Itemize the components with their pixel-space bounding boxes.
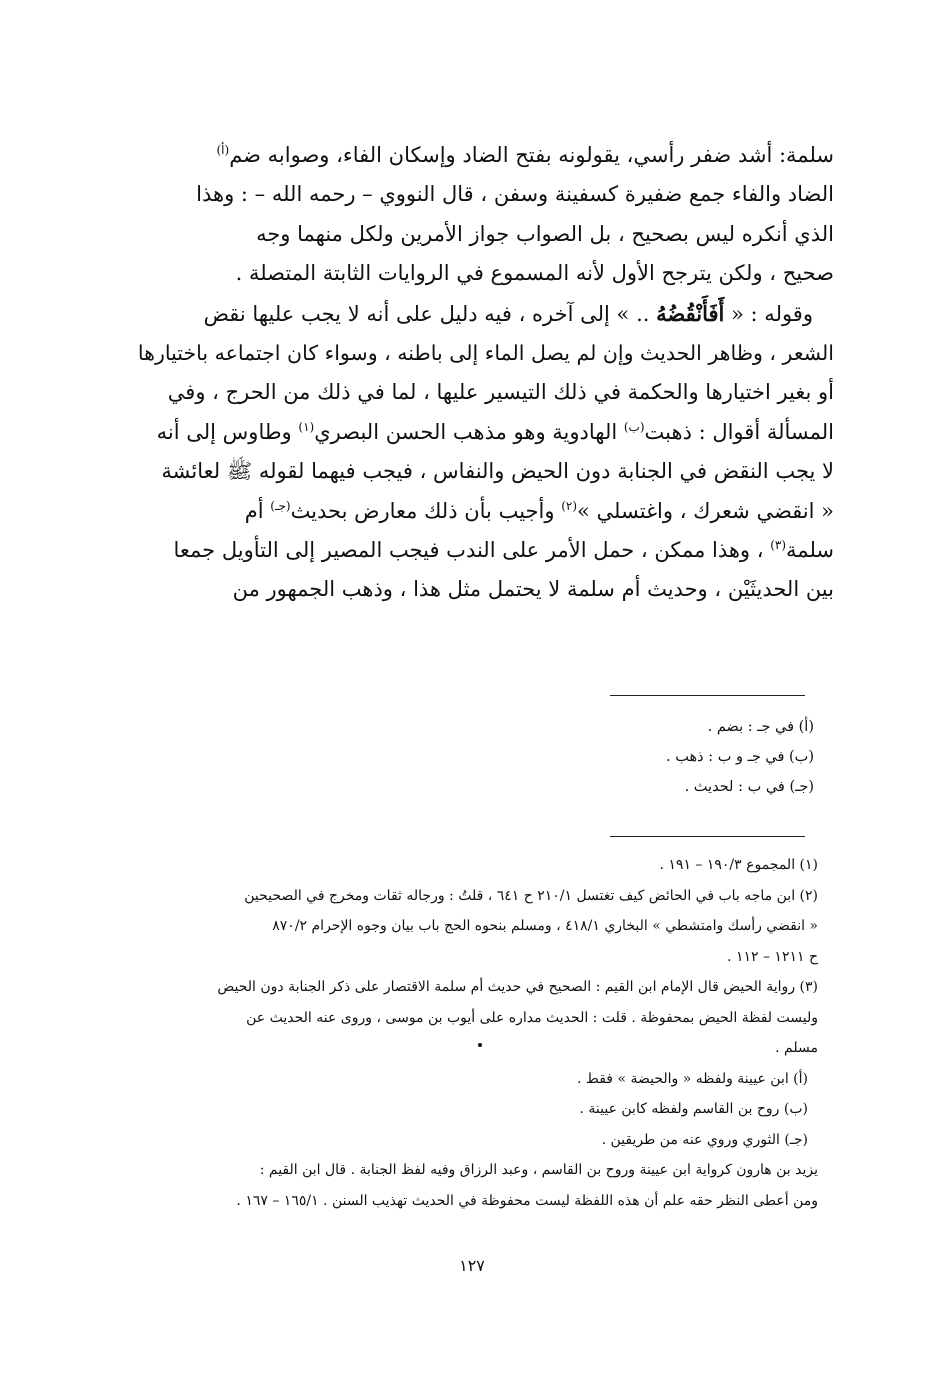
text-line: أو بغير اختيارها والحكمة في ذلك التيسير عليها ، لما في ذلك من الحرج ، وفي xyxy=(167,380,834,405)
footnote-marker: (أ) xyxy=(216,143,230,157)
text-line: الشعر ، وظاهر الحديث وإن لم يصل الماء إلى باطنه ، وسواء كان اجتماعه باختيارها xyxy=(137,341,834,366)
footnote: « انقضي رأسك وامتشطي » البخاري ٤١٨/١ ، ومسلم بنحوه الحج باب بيان وجوه الإحرام ٨٧٠/٢ xyxy=(272,918,818,934)
footnote: ومن أعطى النظر حقه علم أن هذه اللفظة ليست محفوظة في الحديث تهذيب السنن . ١٦٥/١ – ١٦٧ . xyxy=(236,1192,818,1209)
footnote-marker: (٣) xyxy=(770,538,787,553)
footnote-marker: (جـ) xyxy=(270,498,291,513)
variant-note: (ب) في جـ و ب : ذهب . xyxy=(666,749,814,765)
ink-dot xyxy=(478,1043,482,1047)
footnote: يزيد بن هارون كرواية ابن عيينة وروح بن القاسم ، وعبد الرزاق وفيه لفظ الجنابة . قال ابن القيم : xyxy=(259,1162,818,1178)
variant-notes xyxy=(414,712,814,802)
footnote: (١) المجموع ١٩٠/٣ – ١٩١ . xyxy=(659,857,818,873)
footnote-sub: (أ) ابن عيينة ولفظه « والحيضة » فقط . xyxy=(577,1070,808,1087)
text-line: سلمة: أشد ضفر رأسي، يقولونه بفتح الضاد وإسكان الفاء، وصوابه ضم$^{(أ)}$ xyxy=(216,143,834,167)
footnote: (٣) رواية الحيض قال الإمام ابن القيم : الصحيح في حديث أم سلمة الاقتصار على ذكر الجنابة دون الحيض xyxy=(217,979,818,995)
footnote: وليست لفظة الحيض بمحفوظة . قلت : الحديث مداره على أيوب بن موسى ، وروى عنه الحديث عن xyxy=(246,1009,818,1026)
main-text xyxy=(128,136,834,610)
footnote-sub: (جـ) الثوري وروي عنه من طريقين . xyxy=(601,1131,808,1148)
footnote: مسلم . xyxy=(775,1040,818,1056)
footnotes xyxy=(130,850,818,1216)
footnote-divider xyxy=(610,695,805,696)
text-line: « انقضي شعرك ، واغتسلي »$^{(٢)}$ وأجيب بأن ذلك معارض بحديث$^{(جـ)}$ أم xyxy=(244,498,834,523)
footnote-marker: (٢) xyxy=(561,498,578,513)
variant-note: (جـ) في ب : لحديث . xyxy=(684,779,814,795)
quoted-word: أَفَأَنْقُضُهُ xyxy=(656,300,725,326)
text-line: بين الحديثَيْن ، وحديث أم سلمة لا يحتمل مثل هذا ، وذهب الجمهور من xyxy=(232,577,834,602)
footnote: ح ١٢١١ – ١١٢ . xyxy=(727,948,818,965)
text-line: سلمة$^{(٣)}$ ، وهذا ممكن ، حمل الأمر على الندب فيجب المصير إلى التأويل جمعا xyxy=(173,538,834,563)
footnote: (٢) ابن ماجه باب في الحائض كيف تغتسل ٢١٠/١ ح ٦٤١ ، قلتُ : ورجاله ثقات ومخرج في الصحيحين xyxy=(244,887,818,904)
text-line: لا يجب النقض في الجنابة دون الحيض والنفاس ، فيجب فيهما لقوله ﷺ لعائشة xyxy=(161,459,834,484)
footnote-divider xyxy=(610,836,805,837)
page-number: ١٢٧ xyxy=(459,1256,485,1275)
text-line: صحيح ، ولكن يترجح الأول لأنه المسموع في الروايات الثابتة المتصلة . xyxy=(235,261,834,286)
text-line: وقوله : « أَفَأَنْقُضُهُ .. » إلى آخره ، فيه دليل على أنه لا يجب عليها نقض xyxy=(203,300,813,326)
footnote-marker: (١) xyxy=(298,419,315,434)
footnote-sub: (ب) روح بن القاسم ولفظه كابن عيينة . xyxy=(579,1101,808,1117)
footnote-marker: (ب) xyxy=(623,419,645,434)
text-line: المسألة أقوال : ذهبت$^{(ب)}$ الهادوية وهو مذهب الحسن البصري$^{(١)}$ وطاوس إلى أنه xyxy=(156,419,834,444)
text-line: الذي أنكره ليس بصحيح ، بل الصواب جواز الأمرين ولكل منهما وجه xyxy=(256,221,834,246)
variant-note: (أ) في جـ : بضم . xyxy=(707,719,814,735)
text-line: الضاد والفاء جمع ضفيرة كسفينة وسفن ، قال النووي – رحمه الله – : وهذا xyxy=(196,182,834,207)
